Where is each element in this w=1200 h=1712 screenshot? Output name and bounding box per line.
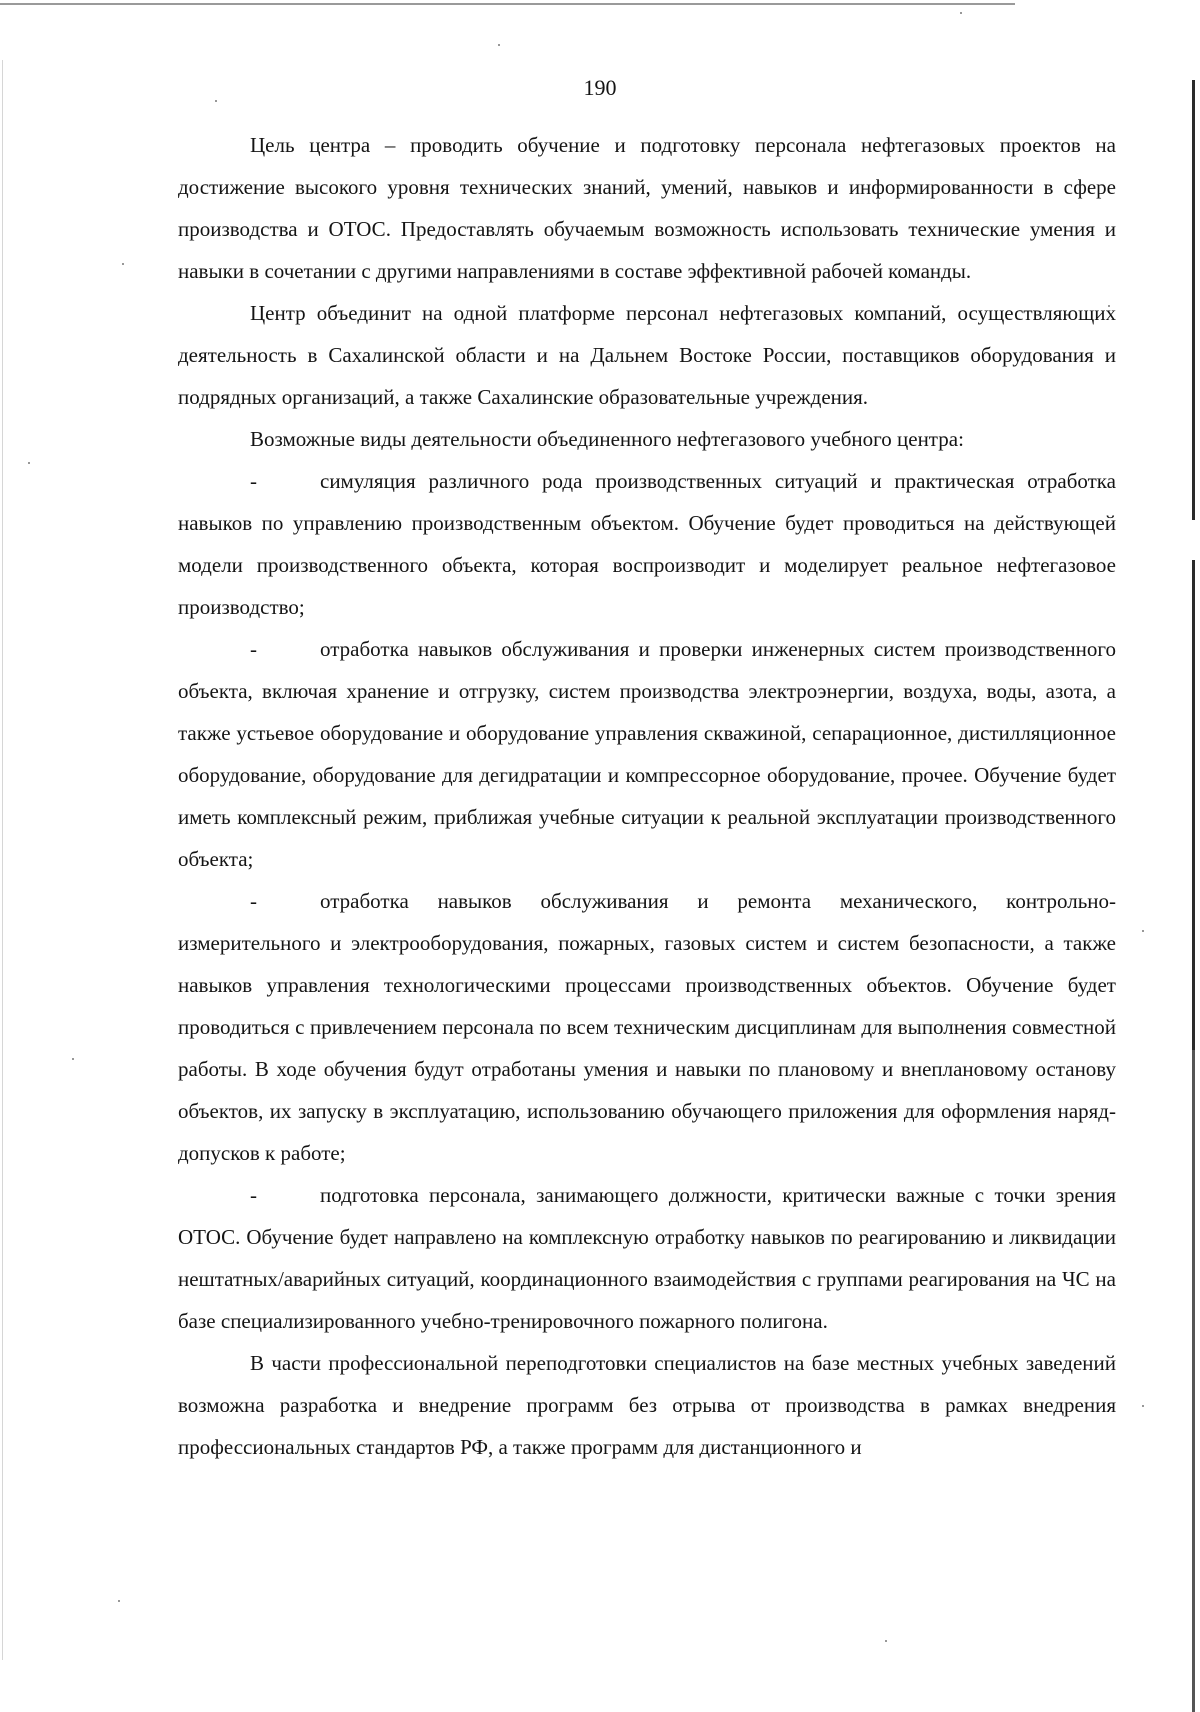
paragraph-goal: Цель центра – проводить обучение и подготовку персонала нефтегазовых проектов на достижение высокого уровня технических знаний, умений, навыков и информированности в сфере производства и ОТОС. Предоставлять обучаемым возможность использовать технические умения и навыки в сочетании с другими направлениями в составе эффективной рабочей команды.	[178, 133, 1116, 283]
scan-speck	[885, 1640, 887, 1642]
scan-speck	[122, 263, 124, 265]
paragraph-retraining: В части профессиональной переподготовки специалистов на базе местных учебных заведений возможна разработка и внедрение программ без отрыва от производства в рамках внедрения профессиональных стандартов РФ, а также программ для дистанционного и	[178, 1351, 1116, 1459]
scan-left-edge	[2, 60, 3, 1660]
scan-speck	[960, 12, 962, 14]
list-bullet: -	[250, 889, 257, 913]
scan-speck	[1142, 930, 1144, 932]
paragraph-platform: Центр объединит на одной платформе персонал нефтегазовых компаний, осуществляющих деятельность в Сахалинской области и на Дальнем Востоке России, поставщиков оборудования и подрядных организаций, а также Сахалинские образовательные учреждения.	[178, 301, 1116, 409]
scan-speck	[118, 1600, 120, 1602]
list-item-text: отработка навыков обслуживания и ремонта механического, контрольно-измерительного и электрооборудования, пожарных, газовых систем и систем безопасности, а также навыков управления технологическими процессами производственных объектов. Обучение будет проводиться с привлечением персонала по всем техническим дисциплинам для выполнения совместной работы. В ходе обучения будут отработаны умения и навыки по плановому и внеплановому останову объектов, их запуску в эксплуатацию, использованию обучающего приложения для оформления наряд-допусков к работе;	[178, 889, 1116, 1165]
scan-speck	[498, 44, 500, 46]
list-item-text: симуляция различного рода производственных ситуаций и практическая отработка навыков по управлению производственным объектом. Обучение будет проводиться на действующей модели производственного объекта, которая воспроизводит и моделирует реальное нефтегазовое производство;	[178, 469, 1116, 619]
scan-right-edge	[1192, 0, 1195, 1712]
scan-top-rule	[0, 3, 1015, 5]
scan-speck	[72, 1058, 74, 1060]
list-bullet: -	[250, 637, 257, 661]
list-item-text: отработка навыков обслуживания и проверки инженерных систем производственного объекта, включая хранение и отгрузку, систем производства электроэнергии, воздуха, воды, азота, а также устьевое оборудование и оборудование управления скважиной, сепарационное, дистилляционное оборудование, оборудование для дегидратации и компрессорное оборудование, прочее. Обучение будет иметь комплексный режим, приближая учебные ситуации к реальной эксплуатации производственного объекта;	[178, 637, 1116, 871]
page-number: 190	[583, 75, 617, 100]
list-item	[178, 880, 1116, 1174]
body-text	[178, 124, 1116, 1468]
scan-speck	[28, 462, 30, 464]
paragraph-activities-intro: Возможные виды деятельности объединенного нефтегазового учебного центра:	[250, 427, 964, 451]
list-item	[178, 628, 1116, 880]
list-item	[178, 460, 1116, 628]
list-item-text: подготовка персонала, занимающего должности, критически важные с точки зрения ОТОС. Обучение будет направлено на комплексную отработку навыков по реагированию и ликвидации нештатных/аварийных ситуаций, координационного взаимодействия с группами реагирования на ЧС на базе специализированного учебно-тренировочного пожарного полигона.	[178, 1183, 1116, 1333]
list-item	[178, 1174, 1116, 1342]
list-bullet: -	[250, 1183, 257, 1207]
list-bullet: -	[250, 469, 257, 493]
scan-speck	[1142, 1405, 1144, 1407]
